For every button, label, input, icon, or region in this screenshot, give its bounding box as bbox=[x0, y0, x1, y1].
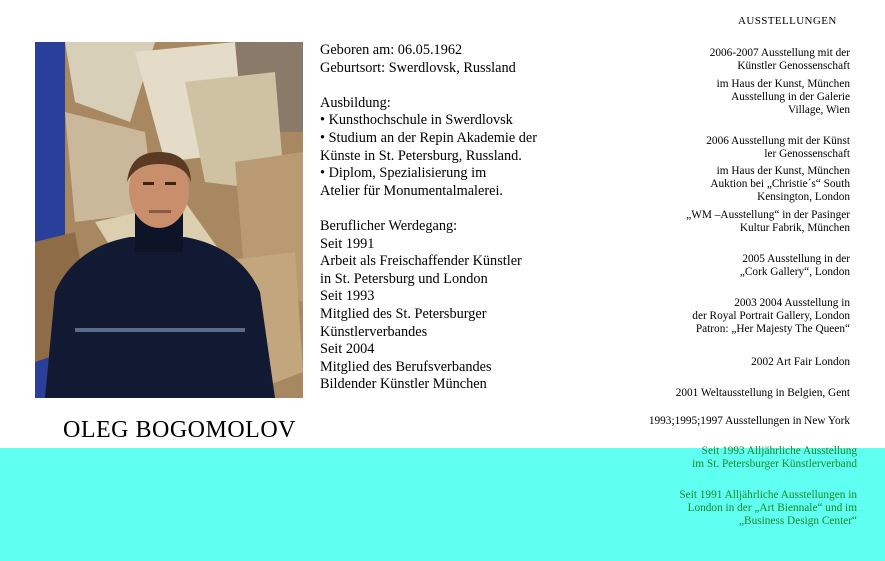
career-line: Mitglied des St. Petersburger bbox=[320, 305, 487, 322]
artist-name: OLEG BOGOMOLOV bbox=[63, 417, 296, 443]
exhibition-entry: 2001 Weltausstellung in Belgien, Gent bbox=[675, 387, 850, 399]
exhibition-entry: 2005 Ausstellung in der „Cork Gallery“, London bbox=[739, 253, 850, 278]
career-line: Mitglied des Berufsverbandes bbox=[320, 358, 492, 375]
birth-date: Geboren am: 06.05.1962 bbox=[320, 42, 463, 58]
exhibition-entry: 2006-2007 Ausstellung mit der Künstler Genossenschaft bbox=[709, 47, 850, 72]
exhibition-entry: im Haus der Kunst, München Auktion bei „Christie´s“ South Kensington, London bbox=[710, 165, 850, 203]
exhibition-entry: 2002 Art Fair London bbox=[751, 356, 850, 368]
exhibitions-heading: AUSSTELLUNGEN bbox=[738, 15, 837, 27]
exhibition-entry: 2003 2004 Ausstellung in der Royal Portrait Gallery, London Patron: „Her Majesty The Queen“ bbox=[692, 297, 850, 335]
exhibition-entry: 1993;1995;1997 Ausstellungen in New York bbox=[648, 415, 850, 427]
education-line: • Kunsthochschule in Swerdlovsk bbox=[320, 112, 513, 129]
career-line: Seit 1991 bbox=[320, 235, 375, 252]
education-line: • Diplom, Spezialisierung im bbox=[320, 165, 487, 182]
career-heading: Beruflicher Werdegang: bbox=[320, 217, 458, 234]
career-line: Arbeit als Freischaffender Künstler bbox=[320, 253, 522, 270]
artist-portrait-photo bbox=[35, 42, 303, 398]
exhibition-entry: „WM –Ausstellung“ in der Pasinger Kultur Fabrik, München bbox=[686, 209, 850, 234]
career-line: Seit 2004 bbox=[320, 341, 375, 358]
birthplace: Geburtsort: Swerdlovsk, Russland bbox=[320, 59, 516, 76]
career-line: in St. Petersburg und London bbox=[320, 270, 488, 287]
education-line: Künste in St. Petersburg, Russland. bbox=[320, 147, 522, 164]
career-line: Bildender Künstler München bbox=[320, 376, 487, 393]
exhibition-entry: 2006 Ausstellung mit der Künst ler Genossenschaft bbox=[706, 135, 850, 160]
career-line: Künstlerverbandes bbox=[320, 323, 428, 340]
career-line: Seit 1993 bbox=[320, 288, 375, 305]
education-heading: Ausbildung: bbox=[320, 94, 391, 111]
education-line: Atelier für Monumentalmalerei. bbox=[320, 182, 504, 199]
biography-column bbox=[320, 42, 580, 394]
exhibition-entry: Seit 1993 Alljährliche Ausstellung im St. Petersburger Künstlerverband bbox=[692, 445, 857, 470]
exhibition-entry: im Haus der Kunst, München Ausstellung in der Galerie Village, Wien bbox=[716, 78, 850, 116]
education-line: • Studium an der Repin Akademie der bbox=[320, 129, 538, 146]
exhibition-entry: Seit 1991 Alljährliche Ausstellungen in London in der „Art Biennale“ und im „Business Design Center“ bbox=[679, 489, 857, 527]
